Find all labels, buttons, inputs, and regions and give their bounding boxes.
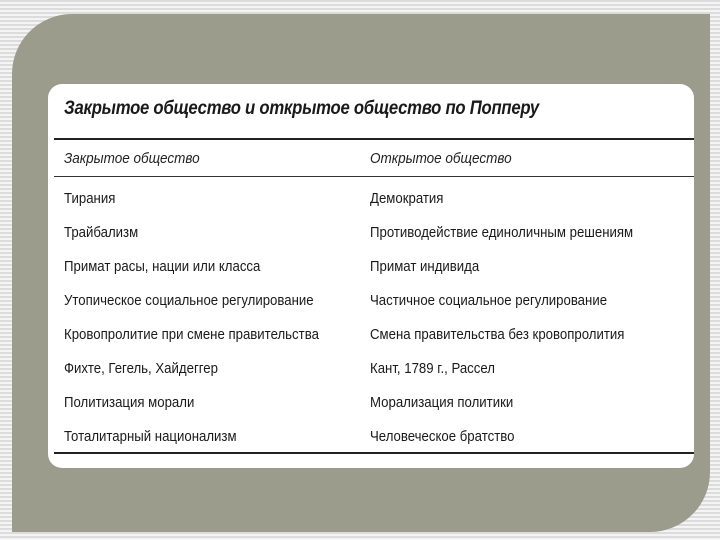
open-society-cell: Противодействие единоличным решениям	[370, 224, 634, 241]
open-society-cell: Смена правительства без кровопролития	[370, 326, 625, 343]
bottom-rule	[54, 452, 694, 454]
table-title: Закрытое общество и открытое общество по Попперу	[64, 98, 539, 119]
closed-society-cell: Политизация морали	[64, 394, 195, 411]
table-row	[48, 390, 694, 424]
table-row	[48, 322, 694, 356]
header-rule	[54, 176, 694, 177]
table-row	[48, 254, 694, 288]
table-row	[48, 220, 694, 254]
comparison-table-card	[48, 84, 694, 468]
closed-society-cell: Тоталитарный национализм	[64, 428, 237, 445]
closed-society-cell: Тирания	[64, 190, 116, 207]
open-society-cell: Морализация политики	[370, 394, 514, 411]
table-row	[48, 186, 694, 220]
closed-society-cell: Примат расы, нации или класса	[64, 258, 261, 275]
closed-society-cell: Кровопролитие при смене правительства	[64, 326, 319, 343]
open-society-cell: Кант, 1789 г., Рассел	[370, 360, 495, 377]
closed-society-cell: Утопическое социальное регулирование	[64, 292, 314, 309]
table-row	[48, 356, 694, 390]
column-header-open-society: Открытое общество	[370, 150, 512, 167]
closed-society-cell: Трайбализм	[64, 224, 139, 241]
closed-society-cell: Фихте, Гегель, Хайдеггер	[64, 360, 218, 377]
table-row	[48, 288, 694, 322]
open-society-cell: Примат индивида	[370, 258, 480, 275]
table-body	[48, 186, 694, 458]
open-society-cell: Человеческое братство	[370, 428, 515, 445]
open-society-cell: Демократия	[370, 190, 444, 207]
top-rule	[54, 138, 694, 140]
column-header-closed-society: Закрытое общество	[64, 150, 200, 167]
open-society-cell: Частичное социальное регулирование	[370, 292, 608, 309]
